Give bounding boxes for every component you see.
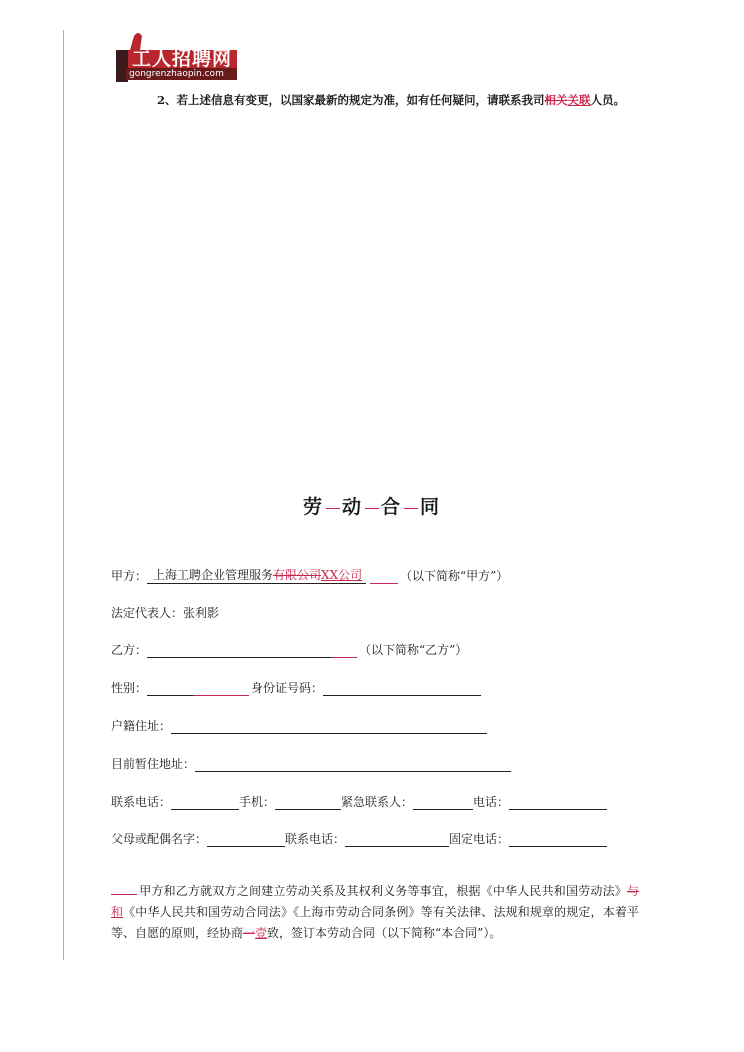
page-title — [0, 492, 744, 519]
note-inserted-text: 关联 — [567, 93, 591, 107]
party-b-suffix: （以下简称“乙方”） — [359, 643, 468, 657]
parents-phone-label: 联系电话： — [285, 832, 346, 846]
gender-field[interactable] — [147, 681, 193, 696]
gender-id-row — [111, 679, 481, 696]
note-deleted-text: 相关 — [544, 93, 568, 107]
fixed-phone-field[interactable] — [509, 832, 607, 847]
contact-row — [111, 793, 607, 810]
title-char: 动 — [341, 496, 363, 518]
logo-url: gongrenzhaopin.com — [129, 69, 224, 79]
party-b-field[interactable] — [147, 643, 331, 658]
intro-text-1: 甲方和乙方就双方之间建立劳动关系及其权利义务等事宜，根据《中华人民共和国劳动法》 — [139, 884, 627, 898]
party-a-suffix: （以下简称“甲方”） — [399, 569, 509, 583]
title-char: 合 — [381, 496, 403, 518]
party-a-deleted: 有限公司 — [273, 568, 322, 582]
household-label: 户籍住址： — [111, 719, 172, 733]
tel-label: 电话： — [473, 795, 510, 809]
parents-phone-field[interactable] — [345, 832, 449, 847]
party-a-inserted: XX公司 — [321, 568, 363, 582]
note-suffix: 人员。 — [590, 93, 625, 107]
site-logo[interactable] — [112, 30, 242, 86]
title-dash — [326, 508, 340, 509]
parents-row — [111, 830, 607, 847]
mobile-field[interactable] — [275, 795, 341, 810]
revision-mark — [111, 886, 137, 895]
intro-deleted-2: 一 — [243, 926, 256, 940]
id-label: 身份证号码： — [251, 681, 324, 695]
tel-field[interactable] — [509, 795, 607, 810]
mobile-label: 手机： — [239, 795, 276, 809]
temp-address-row — [111, 755, 511, 772]
legal-rep-label: 法定代表人： — [111, 606, 184, 620]
logo-text: 工人招聘网 — [132, 48, 233, 70]
title-dash — [365, 508, 379, 509]
parents-name-label: 父母或配偶名字： — [111, 832, 208, 846]
phone-label: 联系电话： — [111, 795, 172, 809]
temp-address-label: 目前暂住地址： — [111, 757, 196, 771]
id-number-field[interactable] — [323, 681, 481, 696]
intro-deleted-1: 与 — [626, 884, 639, 898]
intro-inserted-1: 和 — [111, 905, 124, 919]
party-a-name-field[interactable] — [147, 566, 366, 584]
contract-intro-paragraph — [111, 881, 639, 944]
phone-field[interactable] — [171, 795, 239, 810]
revision-mark — [370, 575, 398, 584]
party-a-label: 甲方： — [111, 569, 148, 583]
note-text: 2、若上述信息有变更，以国家最新的规定为准，如有任何疑问，请联系我司 — [157, 93, 545, 107]
party-a-name: 上海工聘企业管理服务 — [153, 568, 274, 582]
intro-text-3: 致，签订本劳动合同（以下简称“本合同”）。 — [267, 926, 502, 940]
intro-text-2: 《中华人民共和国劳动合同法》《上海市劳动合同条例》等有关法律、法规和规章的规定，本着平等、自愿的原则，经协商 — [111, 905, 639, 940]
parents-name-field[interactable] — [207, 832, 285, 847]
party-b-row — [111, 641, 467, 658]
revision-mark — [331, 649, 357, 658]
fixed-phone-label: 固定电话： — [449, 832, 510, 846]
info-change-note — [157, 91, 647, 110]
legal-rep-row — [111, 604, 219, 621]
title-dash — [404, 508, 418, 509]
revision-mark — [193, 687, 249, 696]
party-b-label: 乙方： — [111, 643, 148, 657]
title-char: 同 — [420, 496, 442, 518]
household-row — [111, 717, 487, 734]
emergency-contact-label: 紧急联系人： — [341, 795, 414, 809]
party-a-row — [111, 566, 508, 584]
title-char: 劳 — [302, 496, 324, 518]
gender-label: 性别： — [111, 681, 148, 695]
emergency-contact-field[interactable] — [413, 795, 473, 810]
legal-rep-value: 张利影 — [183, 606, 220, 620]
household-field[interactable] — [171, 719, 487, 734]
temp-address-field[interactable] — [195, 757, 511, 772]
intro-inserted-2: 壹 — [255, 926, 268, 940]
